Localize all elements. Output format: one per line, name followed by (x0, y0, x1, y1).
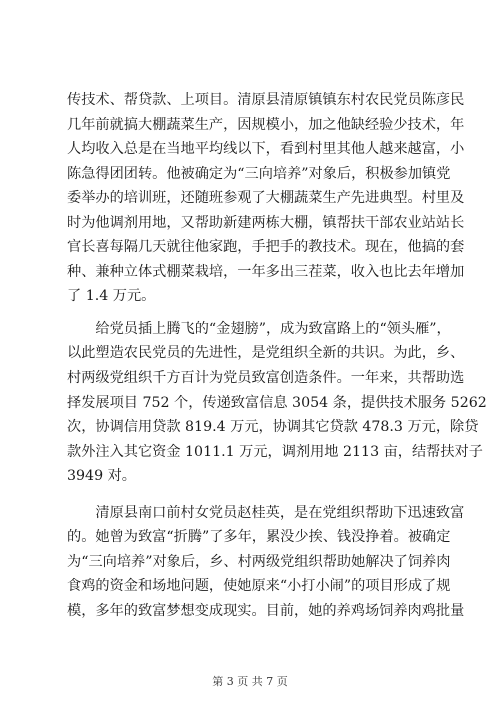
text-line: 以此塑造农民党员的先进性，是党组织全新的共识。为此，乡、 (67, 345, 465, 362)
text-line: 清原县南口前村女党员赵桂英，是在党组织帮助下迅速致富 (67, 504, 465, 521)
text-line: 人均收入总是在当地平均线以下，看到村里其他人越来越富，小 (67, 141, 465, 158)
text-line: 传技术、帮贷款、上项目。清原县清原镇镇东村农民党员陈彦民 (67, 92, 465, 108)
text-line: 模，多年的致富梦想变成现实。目前，她的养鸡场饲养肉鸡批量 (67, 602, 465, 619)
text-line: 食鸡的资金和场地问题，使她原来“小打小闹”的项目形成了规 (67, 578, 451, 595)
page-number-footer: 第 3 页 共 7 页 (212, 675, 288, 688)
text-line: 3949 对。 (67, 468, 136, 485)
text-line: 次，协调信用贷款 819.4 万元，协调其它贷款 478.3 万元，除贷 (67, 419, 479, 436)
paragraph-1 (67, 88, 465, 309)
text-line: 陈急得团团转。他被确定为“三向培养”对象后，积极参加镇党 (67, 165, 451, 182)
paragraph-3 (67, 501, 465, 624)
text-line: 时为他调剂用地，又帮助新建两栋大棚，镇帮扶干部农业站站长 (67, 214, 465, 231)
text-line: 给党员插上腾飞的“金翅膀”，成为致富路上的“领头雁”， (67, 320, 451, 337)
text-line: 款外注入其它资金 1011.1 万元，调剂用地 2113 亩，结帮扶对子 (67, 443, 483, 460)
text-line: 委举办的培训班，还随班参观了大棚蔬菜生产先进典型。村里及 (67, 190, 465, 207)
document-body (67, 88, 487, 623)
text-line: 村两级党组织千方百计为党员致富创造条件。一年来，共帮助选 (67, 370, 465, 387)
text-line: 了 1.4 万元。 (67, 288, 156, 305)
text-line: 的。她曾为致富“折腾”了多年，累没少挨、钱没挣着。被确定 (67, 529, 451, 546)
text-line: 种、兼种立体式棚菜栽培，一年多出三茬菜，收入也比去年增加 (67, 263, 465, 280)
paragraph-2 (67, 317, 487, 489)
text-line: 择发展项目 752 个，传递致富信息 3054 条，提供技术服务 5262 (67, 394, 487, 411)
text-line: 几年前就搞大棚蔬菜生产，因规模小，加之他缺经验少技术，年 (67, 116, 465, 133)
text-line: 官长喜每隔几天就往他家跑，手把手的教技术。现在，他搞的套 (67, 239, 465, 256)
text-line: 为“三向培养”对象后，乡、村两级党组织帮助她解决了饲养肉 (67, 553, 451, 570)
